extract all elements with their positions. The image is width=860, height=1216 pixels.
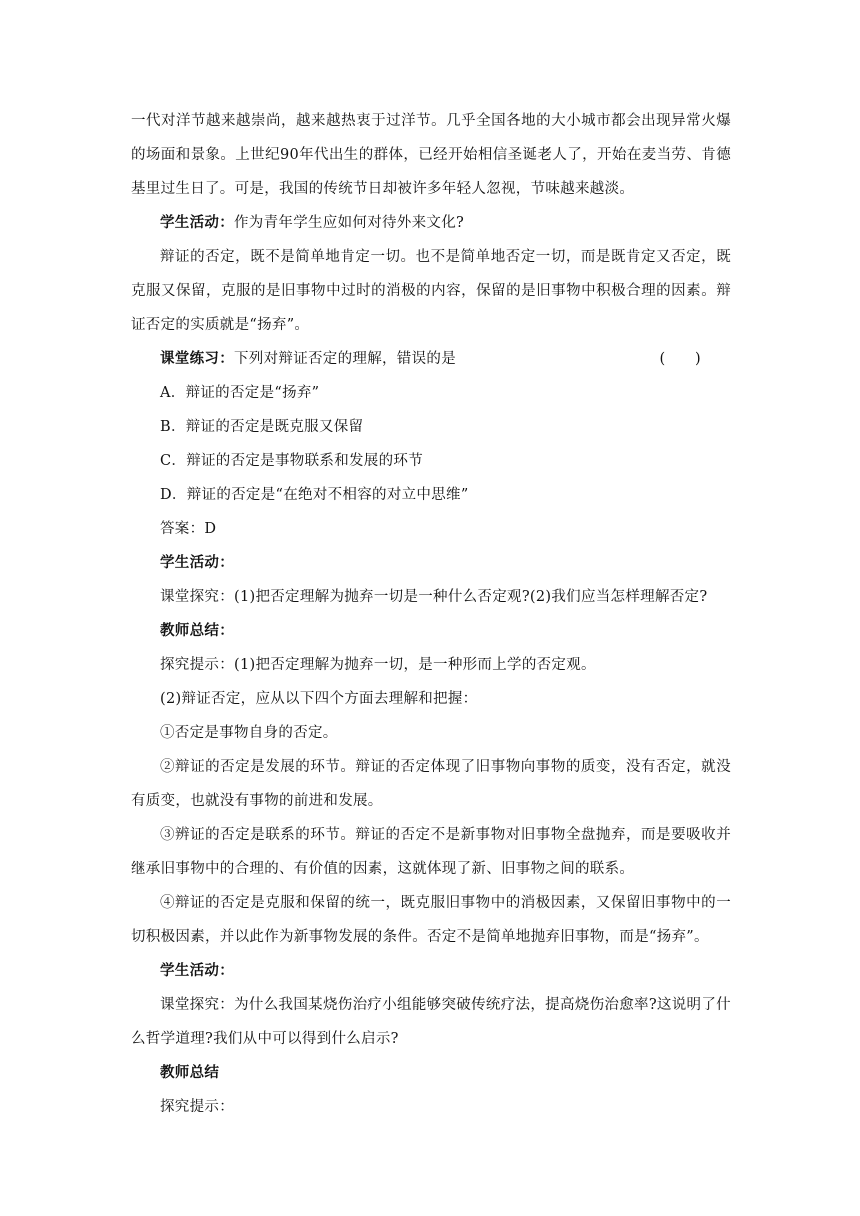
exploration-hint-3: 探究提示： [160, 1099, 234, 1115]
answer-blank: ( ) [659, 351, 701, 367]
exploration-hint-1: 探究提示：(1)把否定理解为抛弃一切，是一种形而上学的否定观。 [160, 657, 596, 673]
classroom-exploration-1: 课堂探究：(1)把否定理解为抛弃一切是一种什么否定观?(2)我们应当怎样理解否定? [160, 589, 708, 605]
student-activity-3-label: 学生活动： [160, 962, 234, 979]
document-page [131, 104, 731, 1124]
teacher-summary-2-label: 教师总结 [160, 1064, 220, 1081]
answer-line: 答案：D [160, 521, 217, 537]
option-a: A．辩证的否定是“扬弃” [160, 385, 320, 401]
student-activity-label: 学生活动： [160, 214, 234, 231]
point-4: ④辩证的否定是克服和保留的统一，既克服旧事物中的消极因素，又保留旧事物中的一切积极因素，并以此作为新事物发展的条件。否定不是简单地抛弃旧事物，而是“扬弃”。 [131, 895, 731, 945]
point-3: ③辨证的否定是联系的环节。辩证的否定不是新事物对旧事物全盘抛弃，而是要吸收并继承旧事物中的合理的、有价值的因素，这就体现了新、旧事物之间的联系。 [131, 827, 731, 877]
classroom-exploration-2: 课堂探究：为什么我国某烧伤治疗小组能够突破传统疗法，提高烧伤治愈率?这说明了什么哲学道理?我们从中可以得到什么启示? [131, 997, 731, 1047]
option-d: D．辩证的否定是“在绝对不相容的对立中思维” [160, 487, 469, 503]
exercise-label: 课堂练习： [160, 350, 234, 367]
option-c: C．辩证的否定是事物联系和发展的环节 [160, 453, 423, 469]
point-2: ②辩证的否定是发展的环节。辩证的否定体现了旧事物向事物的质变，没有否定，就没有质变，也就没有事物的前进和发展。 [131, 759, 731, 809]
exercise-question: 下列对辩证否定的理解，错误的是 [234, 351, 456, 367]
teacher-summary-1-label: 教师总结： [160, 622, 234, 639]
student-activity-text: 作为青年学生应如何对待外来文化? [234, 215, 465, 231]
point-1: ①否定是事物自身的否定。 [160, 725, 338, 741]
paragraph-dialectical-negation: 辩证的否定，既不是简单地肯定一切。也不是简单地否定一切，而是既肯定又否定，既克服又保留，克服的是旧事物中过时的消极的内容，保留的是旧事物中积极合理的因素。辩证否定的实质就是“扬弃”。 [131, 249, 731, 333]
classroom-exercise [131, 342, 731, 376]
exploration-hint-2: (2)辩证否定，应从以下四个方面去理解和把握： [160, 691, 478, 707]
paragraph-foreign-festivals: 一代对洋节越来越崇尚，越来越热衷于过洋节。几乎全国各地的大小城市都会出现异常火爆的场面和景象。上世纪90年代出生的群体，已经开始相信圣诞老人了，开始在麦当劳、肯德基里过生日了。可是，我国的传统节日却被许多年轻人忽视，节味越来越淡。 [131, 113, 731, 197]
option-b: B．辩证的否定是既克服又保留 [160, 419, 364, 435]
student-activity-1 [131, 206, 731, 240]
student-activity-2-label: 学生活动： [160, 554, 234, 571]
